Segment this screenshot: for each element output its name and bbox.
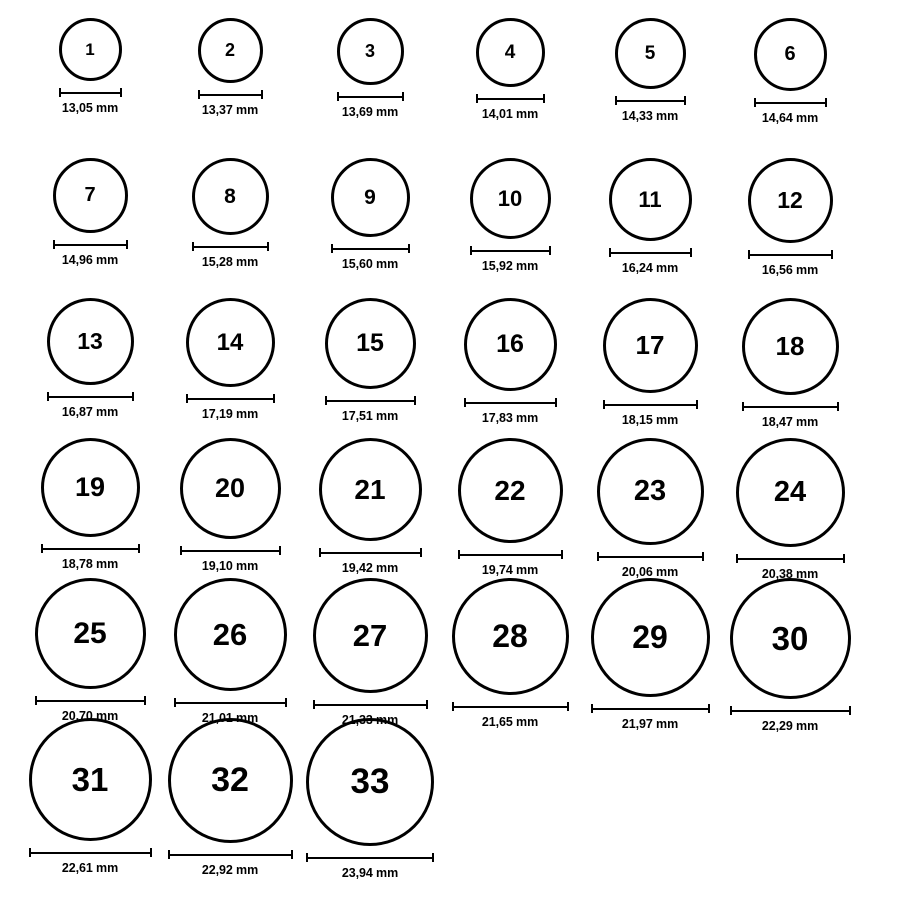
ring-circle xyxy=(53,158,128,233)
diameter-measure xyxy=(603,393,698,427)
measure-tick-right-icon xyxy=(279,546,281,555)
diameter-label: 15,92 mm xyxy=(481,259,539,273)
diameter-label: 17,51 mm xyxy=(341,409,399,423)
measure-tick-right-icon xyxy=(561,550,563,559)
ring-circle xyxy=(615,18,686,89)
measure-tick-left-icon xyxy=(53,240,55,249)
measure-bar-icon xyxy=(609,248,692,257)
ring-size-cell[interactable] xyxy=(160,718,300,877)
measure-tick-left-icon xyxy=(470,246,472,255)
measure-tick-left-icon xyxy=(35,696,37,705)
diameter-measure xyxy=(452,695,569,729)
ring-circle xyxy=(41,438,140,537)
ring-size-number: 23 xyxy=(633,475,667,507)
ring-size-number: 4 xyxy=(504,41,516,63)
ring-circle xyxy=(59,18,122,81)
measure-tick-left-icon xyxy=(458,550,460,559)
measure-tick-right-icon xyxy=(420,548,422,557)
measure-tick-left-icon xyxy=(325,396,327,405)
ring-size-row xyxy=(20,158,880,298)
ring-size-number: 24 xyxy=(773,476,807,508)
ring-size-cell[interactable] xyxy=(300,438,440,575)
ring-size-number: 7 xyxy=(84,184,96,206)
diameter-measure xyxy=(47,385,134,419)
diameter-measure xyxy=(198,83,263,117)
measure-bar-icon xyxy=(615,96,686,105)
ring-circle xyxy=(306,718,434,846)
ring-circle xyxy=(29,718,152,841)
diameter-measure xyxy=(464,391,557,425)
ring-size-row xyxy=(20,718,880,880)
measure-bar-icon xyxy=(736,554,845,563)
measure-bar-icon xyxy=(180,546,281,555)
diameter-measure xyxy=(192,235,269,269)
ring-size-cell[interactable] xyxy=(20,18,160,115)
ring-size-row xyxy=(20,18,880,158)
ring-size-cell[interactable] xyxy=(720,158,860,277)
ring-size-cell[interactable] xyxy=(160,438,300,573)
measure-tick-left-icon xyxy=(748,250,750,259)
measure-tick-left-icon xyxy=(591,704,593,713)
ring-size-cell[interactable] xyxy=(720,18,860,125)
ring-size-number: 14 xyxy=(216,328,244,356)
diameter-measure xyxy=(319,541,422,575)
measure-tick-right-icon xyxy=(690,248,692,257)
measure-tick-left-icon xyxy=(41,544,43,553)
ring-circle xyxy=(192,158,269,235)
measure-bar-icon xyxy=(41,544,140,553)
ring-circle xyxy=(198,18,263,83)
measure-tick-left-icon xyxy=(609,248,611,257)
diameter-label: 13,37 mm xyxy=(201,103,259,117)
ring-size-cell[interactable] xyxy=(580,578,720,731)
ring-size-number: 26 xyxy=(212,616,248,652)
ring-size-cell[interactable] xyxy=(160,578,300,725)
diameter-label: 20,38 mm xyxy=(761,567,819,581)
diameter-measure xyxy=(59,81,122,115)
measure-tick-right-icon xyxy=(831,250,833,259)
ring-circle xyxy=(754,18,827,91)
ring-circle xyxy=(748,158,833,243)
measure-tick-left-icon xyxy=(476,94,478,103)
measure-bar-icon xyxy=(742,402,839,411)
measure-tick-left-icon xyxy=(29,848,31,857)
measure-bar-icon xyxy=(603,400,698,409)
diameter-label: 16,56 mm xyxy=(761,263,819,277)
ring-circle xyxy=(736,438,845,547)
diameter-label: 16,87 mm xyxy=(61,405,119,419)
ring-circle xyxy=(458,438,563,543)
measure-bar-icon xyxy=(597,552,704,561)
measure-tick-right-icon xyxy=(708,704,710,713)
diameter-measure xyxy=(325,389,416,423)
ring-size-cell[interactable] xyxy=(580,298,720,427)
measure-bar-icon xyxy=(306,853,434,862)
measure-tick-right-icon xyxy=(132,392,134,401)
ring-size-number: 33 xyxy=(350,762,390,801)
measure-bar-icon xyxy=(168,850,293,859)
ring-circle xyxy=(742,298,839,395)
diameter-measure xyxy=(730,699,851,733)
measure-bar-icon xyxy=(186,394,275,403)
diameter-label: 14,64 mm xyxy=(761,111,819,125)
ring-circle xyxy=(331,158,410,237)
measure-tick-right-icon xyxy=(408,244,410,253)
measure-bar-icon xyxy=(476,94,545,103)
ring-circle xyxy=(476,18,545,87)
diameter-label: 14,01 mm xyxy=(481,107,539,121)
ring-size-cell[interactable] xyxy=(20,718,160,875)
measure-tick-right-icon xyxy=(150,848,152,857)
ring-circle xyxy=(313,578,428,693)
measure-bar-icon xyxy=(192,242,269,251)
measure-tick-left-icon xyxy=(730,706,732,715)
diameter-measure xyxy=(748,243,833,277)
measure-tick-right-icon xyxy=(138,544,140,553)
ring-size-row xyxy=(20,438,880,581)
ring-circle xyxy=(35,578,146,689)
measure-tick-left-icon xyxy=(168,850,170,859)
measure-tick-right-icon xyxy=(414,396,416,405)
diameter-label: 15,28 mm xyxy=(201,255,259,269)
diameter-measure xyxy=(331,237,410,271)
measure-bar-icon xyxy=(748,250,833,259)
ring-size-number: 11 xyxy=(638,186,662,212)
measure-bar-icon xyxy=(29,848,152,857)
ring-size-number: 3 xyxy=(364,41,375,61)
ring-circle xyxy=(186,298,275,387)
ring-size-cell[interactable] xyxy=(440,438,580,577)
measure-tick-right-icon xyxy=(261,90,263,99)
diameter-measure xyxy=(168,843,293,877)
diameter-label: 21,97 mm xyxy=(621,717,679,731)
ring-circle xyxy=(470,158,551,239)
measure-tick-left-icon xyxy=(452,702,454,711)
measure-bar-icon xyxy=(730,706,851,715)
ring-size-cell[interactable] xyxy=(300,578,440,727)
measure-tick-left-icon xyxy=(331,244,333,253)
diameter-measure xyxy=(470,239,551,273)
ring-size-cell[interactable] xyxy=(440,18,580,121)
measure-tick-left-icon xyxy=(736,554,738,563)
ring-size-cell[interactable] xyxy=(440,298,580,425)
ring-size-cell[interactable] xyxy=(20,578,160,723)
ring-size-number: 9 xyxy=(364,185,376,209)
measure-bar-icon xyxy=(452,702,569,711)
ring-size-cell[interactable] xyxy=(720,298,860,429)
diameter-label: 13,69 mm xyxy=(341,105,399,119)
measure-bar-icon xyxy=(754,98,827,107)
measure-tick-left-icon xyxy=(319,548,321,557)
ring-circle xyxy=(47,298,134,385)
measure-bar-icon xyxy=(464,398,557,407)
diameter-measure xyxy=(591,697,710,731)
measure-bar-icon xyxy=(313,700,428,709)
measure-bar-icon xyxy=(470,246,551,255)
measure-tick-right-icon xyxy=(555,398,557,407)
diameter-label: 21,65 mm xyxy=(481,715,539,729)
ring-size-cell[interactable] xyxy=(580,438,720,579)
measure-tick-left-icon xyxy=(192,242,194,251)
ring-circle xyxy=(337,18,404,85)
measure-tick-right-icon xyxy=(291,850,293,859)
measure-tick-right-icon xyxy=(825,98,827,107)
diameter-measure xyxy=(615,89,686,123)
ring-size-number: 27 xyxy=(352,617,388,653)
ring-size-number: 5 xyxy=(644,42,656,64)
measure-tick-right-icon xyxy=(837,402,839,411)
ring-size-number: 25 xyxy=(73,616,107,650)
measure-bar-icon xyxy=(53,240,128,249)
diameter-measure xyxy=(754,91,827,125)
measure-tick-right-icon xyxy=(543,94,545,103)
diameter-measure xyxy=(742,395,839,429)
ring-size-number: 1 xyxy=(85,39,95,59)
ring-size-number: 20 xyxy=(214,473,246,503)
diameter-measure xyxy=(306,846,434,880)
ring-size-cell[interactable] xyxy=(20,438,160,571)
measure-tick-left-icon xyxy=(198,90,200,99)
ring-size-cell[interactable] xyxy=(20,158,160,267)
measure-tick-right-icon xyxy=(267,242,269,251)
diameter-label: 22,92 mm xyxy=(201,863,259,877)
measure-tick-right-icon xyxy=(696,400,698,409)
ring-size-cell[interactable] xyxy=(300,298,440,423)
ring-size-cell[interactable] xyxy=(20,298,160,419)
ring-size-number: 31 xyxy=(71,760,109,798)
diameter-label: 20,70 mm xyxy=(61,709,119,723)
measure-tick-left-icon xyxy=(306,853,308,862)
diameter-label: 21,01 mm xyxy=(201,711,259,725)
measure-tick-left-icon xyxy=(597,552,599,561)
ring-circle xyxy=(597,438,704,545)
diameter-label: 15,60 mm xyxy=(341,257,399,271)
ring-size-cell[interactable] xyxy=(440,578,580,729)
measure-tick-left-icon xyxy=(603,400,605,409)
measure-bar-icon xyxy=(59,88,122,97)
diameter-label: 18,15 mm xyxy=(621,413,679,427)
measure-tick-right-icon xyxy=(849,706,851,715)
measure-bar-icon xyxy=(35,696,146,705)
diameter-measure xyxy=(41,537,140,571)
ring-size-number: 17 xyxy=(635,330,665,360)
diameter-label: 21,33 mm xyxy=(341,713,399,727)
measure-tick-right-icon xyxy=(285,698,287,707)
diameter-label: 18,47 mm xyxy=(761,415,819,429)
measure-bar-icon xyxy=(319,548,422,557)
diameter-label: 19,42 mm xyxy=(341,561,399,575)
measure-tick-left-icon xyxy=(464,398,466,407)
diameter-label: 19,10 mm xyxy=(201,559,259,573)
diameter-label: 20,06 mm xyxy=(621,565,679,579)
diameter-measure xyxy=(180,539,281,573)
diameter-measure xyxy=(458,543,563,577)
ring-size-cell[interactable] xyxy=(720,578,860,733)
measure-bar-icon xyxy=(337,92,404,101)
measure-tick-left-icon xyxy=(313,700,315,709)
ring-size-cell[interactable] xyxy=(160,158,300,269)
ring-size-number: 16 xyxy=(496,330,524,358)
diameter-measure xyxy=(29,841,152,875)
diameter-label: 14,33 mm xyxy=(621,109,679,123)
measure-tick-right-icon xyxy=(843,554,845,563)
ring-size-number: 15 xyxy=(356,329,384,357)
diameter-label: 17,19 mm xyxy=(201,407,259,421)
ring-circle xyxy=(168,718,293,843)
ring-size-number: 18 xyxy=(775,331,805,361)
measure-tick-right-icon xyxy=(426,700,428,709)
measure-tick-left-icon xyxy=(742,402,744,411)
ring-size-number: 32 xyxy=(211,761,249,799)
measure-tick-left-icon xyxy=(186,394,188,403)
ring-size-number: 29 xyxy=(632,619,668,655)
measure-tick-left-icon xyxy=(174,698,176,707)
measure-tick-right-icon xyxy=(144,696,146,705)
measure-bar-icon xyxy=(591,704,710,713)
diameter-label: 18,78 mm xyxy=(61,557,119,571)
measure-bar-icon xyxy=(47,392,134,401)
ring-size-row xyxy=(20,578,880,733)
ring-circle xyxy=(591,578,710,697)
ring-size-number: 10 xyxy=(497,185,523,211)
ring-size-cell[interactable] xyxy=(300,18,440,119)
diameter-measure xyxy=(609,241,692,275)
measure-tick-right-icon xyxy=(549,246,551,255)
diameter-measure xyxy=(186,387,275,421)
ring-size-row xyxy=(20,298,880,438)
ring-circle xyxy=(603,298,698,393)
ring-circle xyxy=(319,438,422,541)
ring-circle xyxy=(609,158,692,241)
ring-size-number: 6 xyxy=(784,43,796,65)
ring-circle xyxy=(180,438,281,539)
ring-size-number: 21 xyxy=(354,473,386,505)
measure-tick-left-icon xyxy=(615,96,617,105)
measure-tick-left-icon xyxy=(337,92,339,101)
ring-size-number: 30 xyxy=(771,619,809,657)
diameter-label: 16,24 mm xyxy=(621,261,679,275)
diameter-label: 14,96 mm xyxy=(61,253,119,267)
ring-circle xyxy=(730,578,851,699)
measure-tick-left-icon xyxy=(59,88,61,97)
measure-tick-left-icon xyxy=(47,392,49,401)
measure-tick-left-icon xyxy=(180,546,182,555)
diameter-label: 19,74 mm xyxy=(481,563,539,577)
ring-size-number: 8 xyxy=(224,184,236,208)
ring-size-number: 19 xyxy=(74,472,106,502)
measure-tick-right-icon xyxy=(273,394,275,403)
measure-bar-icon xyxy=(331,244,410,253)
ring-size-cell[interactable] xyxy=(580,18,720,123)
diameter-label: 13,05 mm xyxy=(61,101,119,115)
ring-size-number: 12 xyxy=(777,187,803,213)
ring-size-cell[interactable] xyxy=(720,438,860,581)
measure-tick-right-icon xyxy=(126,240,128,249)
measure-tick-right-icon xyxy=(702,552,704,561)
measure-tick-right-icon xyxy=(684,96,686,105)
diameter-label: 17,83 mm xyxy=(481,411,539,425)
ring-size-cell[interactable] xyxy=(580,158,720,275)
diameter-measure xyxy=(476,87,545,121)
ring-circle xyxy=(325,298,416,389)
ring-size-number: 13 xyxy=(77,328,103,354)
measure-tick-right-icon xyxy=(120,88,122,97)
measure-tick-left-icon xyxy=(754,98,756,107)
ring-size-cell[interactable] xyxy=(300,718,440,880)
diameter-measure xyxy=(736,547,845,581)
ring-size-number: 28 xyxy=(492,618,528,654)
diameter-measure xyxy=(337,85,404,119)
diameter-measure xyxy=(53,233,128,267)
measure-tick-right-icon xyxy=(432,853,434,862)
diameter-label: 22,61 mm xyxy=(61,861,119,875)
ring-circle xyxy=(464,298,557,391)
ring-circle xyxy=(452,578,569,695)
measure-bar-icon xyxy=(458,550,563,559)
ring-size-cell[interactable] xyxy=(160,18,300,117)
ring-size-cell[interactable] xyxy=(440,158,580,273)
measure-bar-icon xyxy=(174,698,287,707)
ring-size-cell[interactable] xyxy=(300,158,440,271)
diameter-measure xyxy=(597,545,704,579)
ring-size-number: 22 xyxy=(494,474,526,506)
ring-size-number: 2 xyxy=(224,40,235,60)
diameter-label: 22,29 mm xyxy=(761,719,819,733)
ring-circle xyxy=(174,578,287,691)
measure-tick-right-icon xyxy=(567,702,569,711)
diameter-label: 23,94 mm xyxy=(341,866,399,880)
measure-bar-icon xyxy=(198,90,263,99)
measure-tick-right-icon xyxy=(402,92,404,101)
ring-size-cell[interactable] xyxy=(160,298,300,421)
measure-bar-icon xyxy=(325,396,416,405)
